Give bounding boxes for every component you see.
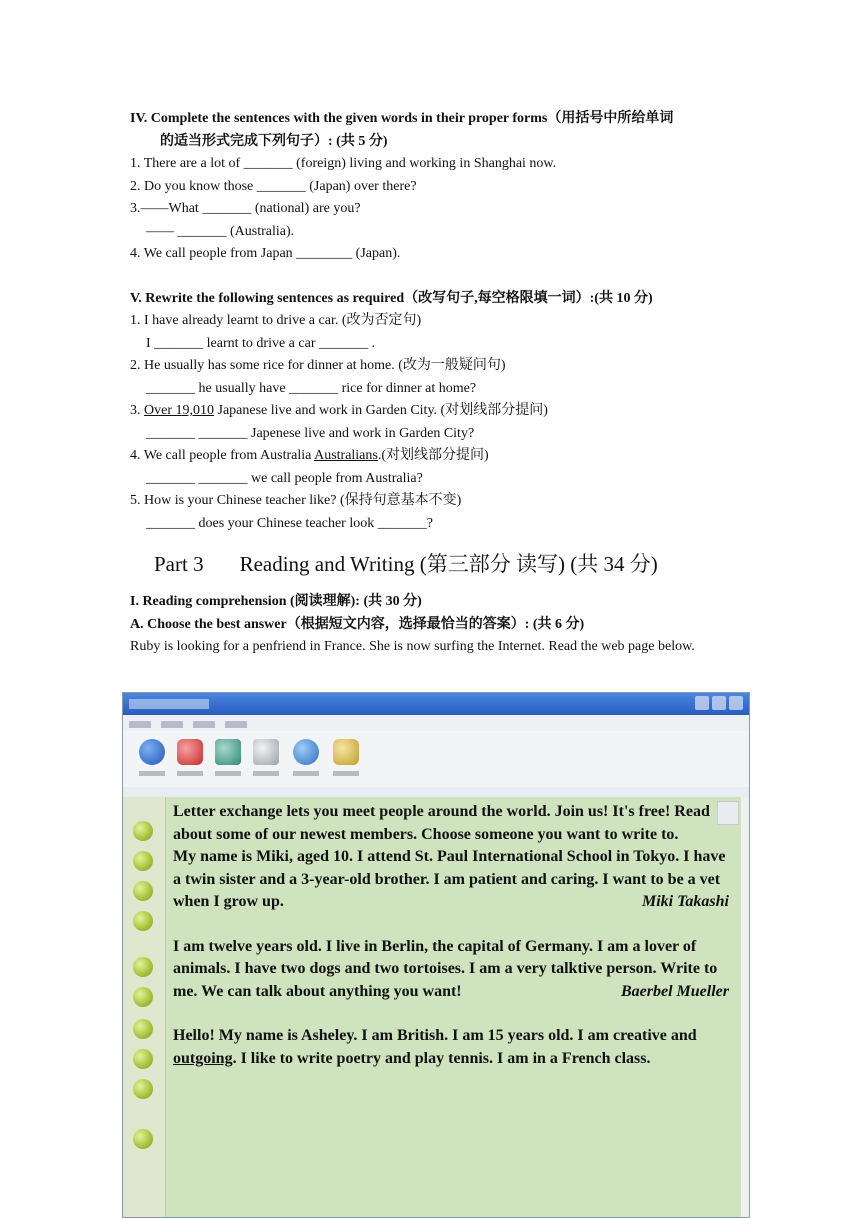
window-titlebar bbox=[123, 693, 749, 715]
worksheet bbox=[130, 108, 730, 659]
bullet-icon bbox=[133, 957, 153, 977]
s4-item-2: 2. Do you know those _______ (Japan) over there? bbox=[130, 178, 417, 194]
part-3-heading: Part 3 Reading and Writing (第三部分 读写) (共 34 分) bbox=[154, 552, 658, 576]
s5-q1: 1. I have already learnt to drive a car. (改为否定句) bbox=[130, 313, 422, 328]
member-asheley: Hello! My name is Asheley. I am British. I am 15 years old. I am creative and outgoing. I like to write poetry and play tennis. I am in a French class. bbox=[173, 1027, 697, 1067]
underlined-outgoing: outgoing bbox=[173, 1049, 233, 1067]
s5-q3: 3. Over 19,010 Japanese live and work in Garden City. (对划线部分提问) bbox=[130, 403, 548, 418]
sidebar bbox=[123, 797, 165, 1217]
bullet-icon bbox=[133, 1079, 153, 1099]
s5-a4: _______ _______ we call people from Australia? bbox=[146, 470, 423, 486]
bullet-icon bbox=[133, 1019, 153, 1039]
toolbar bbox=[123, 731, 749, 787]
member-miki: My name is Miki, aged 10. I attend St. Paul International School in Tokyo. I have a twin sister and a 3-year-old brother. I am patient and caring. I want to be a vet when I grow up. Miki Takashi bbox=[173, 846, 729, 914]
minimize-icon[interactable] bbox=[695, 696, 709, 710]
reading-heading: I. Reading comprehension (阅读理解): (共 30 分) bbox=[130, 594, 422, 609]
globe-icon[interactable] bbox=[293, 739, 319, 765]
bullet-icon bbox=[133, 821, 153, 841]
s5-q3-underlined: Over 19,010 bbox=[144, 403, 214, 418]
reading-intro: Ruby is looking for a penfriend in France. She is now surfing the Internet. Read the web page below. bbox=[130, 639, 695, 654]
close-icon[interactable] bbox=[729, 696, 743, 710]
edit-icon[interactable] bbox=[253, 739, 279, 765]
menu-bar bbox=[123, 715, 749, 732]
s5-a3: _______ _______ Japenese live and work in Garden City? bbox=[146, 425, 475, 441]
scrollbar[interactable] bbox=[741, 797, 749, 1217]
home-icon[interactable] bbox=[139, 739, 165, 765]
s5-q2: 2. He usually has some rice for dinner at home. (改为一般疑问句) bbox=[130, 358, 506, 373]
s5-a1: I _______ learnt to drive a car _______ . bbox=[146, 335, 375, 351]
bullet-icon bbox=[133, 1129, 153, 1149]
s4-item-1: 1. There are a lot of _______ (foreign) living and working in Shanghai now. bbox=[130, 156, 557, 171]
bullet-icon bbox=[133, 851, 153, 871]
s5-q5: 5. How is your Chinese teacher like? (保持句意基本不变) bbox=[130, 493, 462, 508]
s4-item-3-answer: —— _______ (Australia). bbox=[146, 223, 295, 239]
bullet-icon bbox=[133, 987, 153, 1007]
signature-baerbel: Baerbel Mueller bbox=[621, 982, 729, 1000]
s4-item-4: 4. We call people from Japan ________ (Japan). bbox=[130, 246, 401, 261]
reading-sub-a: A. Choose the best answer（根据短文内容，选择最恰当的答案）: (共 6 分) bbox=[130, 616, 585, 632]
s5-q4: 4. We call people from Australia Australians.(对划线部分提问) bbox=[130, 448, 489, 463]
user-icon[interactable] bbox=[333, 739, 359, 765]
bullet-icon bbox=[133, 881, 153, 901]
s5-a5: _______ does your Chinese teacher look _______? bbox=[146, 515, 433, 531]
s5-a2: _______ he usually have _______ rice for dinner at home? bbox=[146, 380, 477, 396]
webpage-text bbox=[173, 801, 729, 1070]
mail-icon[interactable] bbox=[177, 739, 203, 765]
webpage-screenshot bbox=[122, 692, 750, 1218]
webpage-intro: Letter exchange lets you meet people around the world. Join us! It's free! Read about some of our newest members. Choose someone you want to write to. bbox=[173, 803, 710, 843]
section-4-heading: IV. Complete the sentences with the given words in their proper forms（用括号中所给单词 的适当形式完成下列句子）: (共 5 分) bbox=[130, 111, 674, 149]
s4-item-3: 3.——What _______ (national) are you? bbox=[130, 201, 361, 216]
signature-miki: Miki Takashi bbox=[642, 893, 729, 910]
s5-q4-underlined: Australians bbox=[314, 448, 378, 463]
maximize-icon[interactable] bbox=[712, 696, 726, 710]
bullet-icon bbox=[133, 911, 153, 931]
member-baerbel: I am twelve years old. I live in Berlin, the capital of Germany. I am a lover of animals. I have two dogs and two tortoises. I am a very talktive person. Write to me. We can talk about anything you want! Baerbel Mueller bbox=[173, 936, 729, 1004]
bullet-icon bbox=[133, 1049, 153, 1069]
section-5-heading: V. Rewrite the following sentences as required（改写句子,每空格限填一词）:(共 10 分) bbox=[130, 290, 653, 306]
tools-icon[interactable] bbox=[215, 739, 241, 765]
